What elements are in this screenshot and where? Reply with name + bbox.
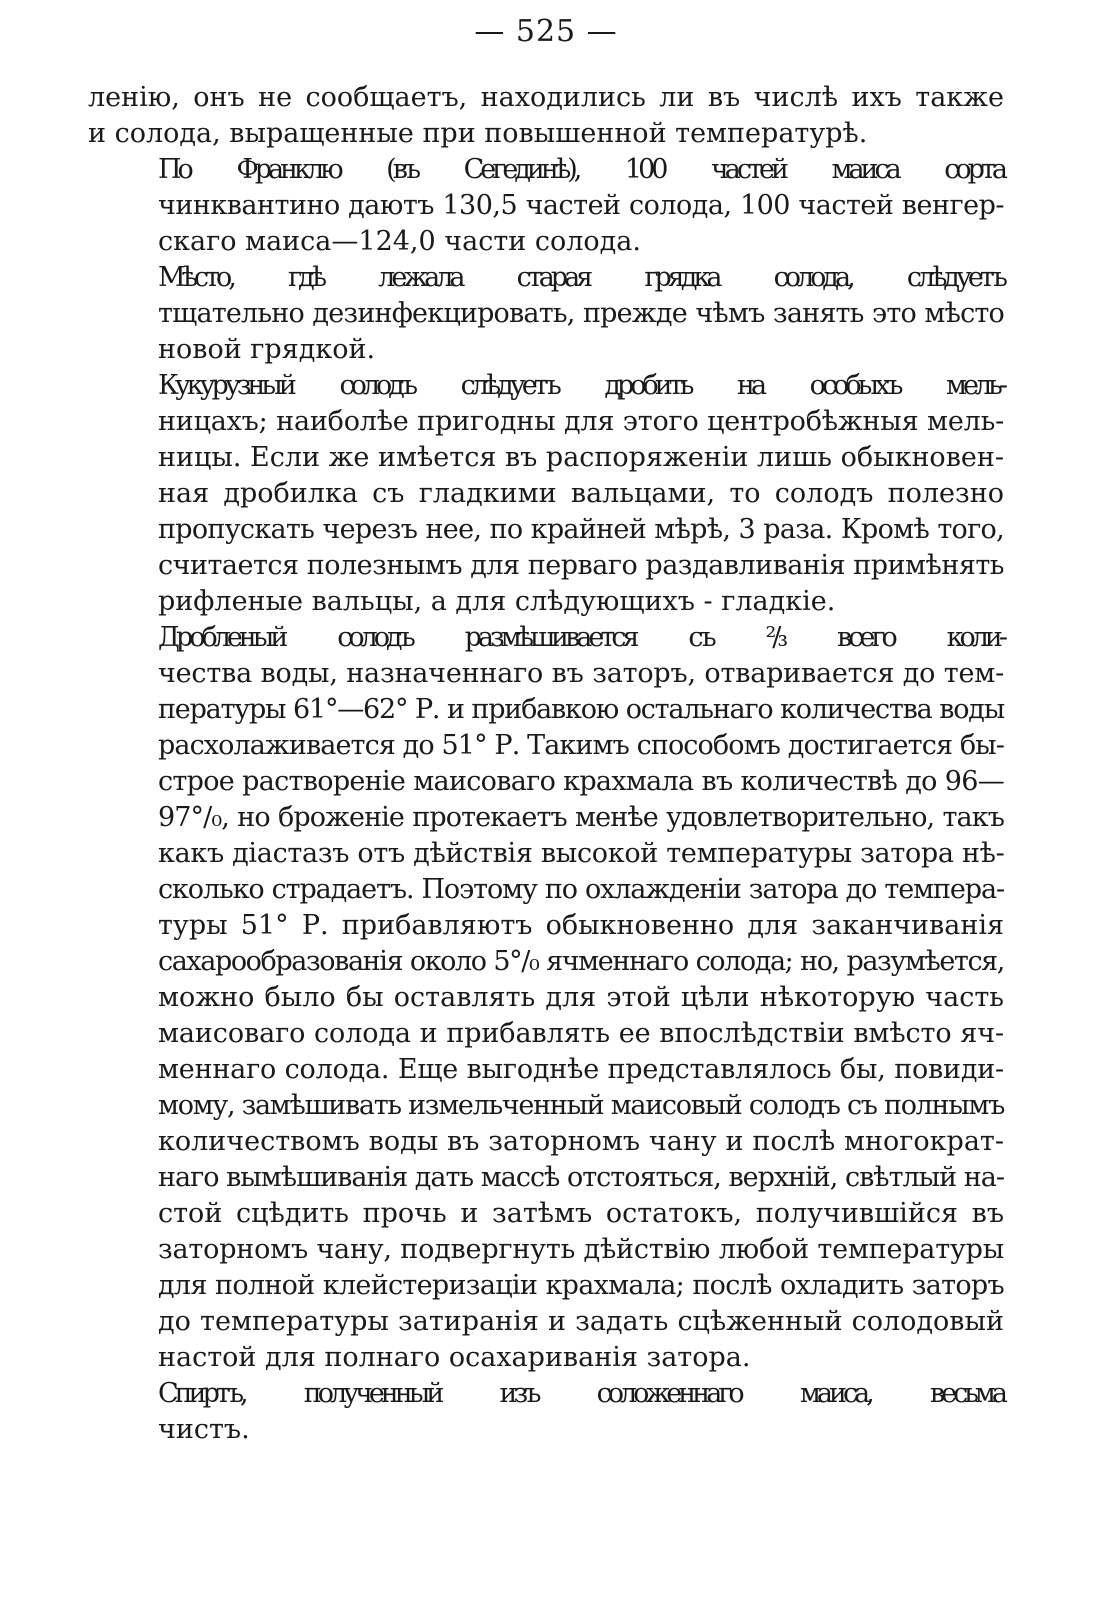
text-line: количествомъ воды въ заторномъ чану и послѣ многократ-: [158, 1126, 1004, 1157]
text-line: ницы. Если же имѣется въ распоряженіи лишь обыкновен-: [158, 442, 1004, 473]
text-line: стой сцѣдить прочь и затѣмъ остатокъ, получившійся въ: [158, 1198, 1004, 1229]
text-line: Дробленый солодъ размѣшивается съ ²/₃ всего коли-: [158, 622, 1004, 653]
text-line: туры 51° Р. прибавляютъ обыкновенно для заканчиванія: [158, 910, 1004, 941]
text-line: пропускать черезъ нее, по крайней мѣрѣ, 3 раза. Кромѣ того,: [158, 514, 1004, 545]
text-line: и солода, выращенные при повышенной температурѣ.: [88, 118, 868, 149]
text-line: Кукурузный солодъ слѣдуетъ дробить на особыхъ мель-: [158, 370, 1004, 401]
text-line: заторномъ чану, подвергнуть дѣйствію любой температуры: [158, 1234, 1004, 1265]
text-line: меннаго солода. Еще выгоднѣе представлялось бы, повиди-: [158, 1054, 1004, 1085]
paragraph: [88, 80, 1004, 152]
text-line: расхолаживается до 51° Р. Такимъ способомъ достигается бы-: [158, 730, 1004, 761]
text-line: ленію, онъ не сообщаетъ, находились ли въ числѣ ихъ также: [88, 82, 1004, 113]
text-line: настой для полнаго осахариванія затора.: [158, 1342, 751, 1373]
paragraph: [88, 620, 1004, 1376]
text-line: ницахъ; наиболѣе пригодны для этого центробѣжныя мель-: [158, 406, 1004, 437]
text-line: 97°/₀, но броженіе протекаетъ менѣе удовлетворительно, такъ: [158, 802, 1004, 833]
text-line: новой грядкой.: [158, 334, 376, 365]
paragraph: [88, 152, 1004, 260]
body-text: [88, 80, 1004, 1448]
text-line: чистъ.: [158, 1414, 250, 1445]
text-line: По Франклю (въ Сегединѣ), 100 частей маиса сорта: [158, 154, 1004, 185]
text-line: мому, замѣшивать измельченный маисовый солодъ съ полнымъ: [158, 1090, 1004, 1121]
text-line: строе раствореніе маисоваго крахмала въ количествѣ до 96—: [158, 766, 1004, 797]
book-page: [88, 10, 1004, 1596]
text-line: какъ діастазъ отъ дѣйствія высокой температуры затора нѣ-: [158, 838, 1005, 869]
text-line: ная дробилка съ гладкими вальцами, то солодъ полезно: [158, 478, 1004, 509]
text-line: наго вымѣшиванія дать массѣ отстояться, верхній, свѣтлый на-: [158, 1162, 1004, 1193]
text-line: можно было бы оставлять для этой цѣли нѣкоторую часть: [158, 982, 1004, 1013]
paragraph: [88, 260, 1004, 368]
text-line: чинквантино даютъ 130,5 частей солода, 100 частей венгер-: [158, 190, 1004, 221]
text-line: чества воды, назначеннаго въ заторъ, отваривается до тем-: [158, 658, 1004, 689]
text-line: считается полезнымъ для перваго раздавливанія примѣнять: [158, 550, 1004, 581]
text-line: рифленые вальцы, а для слѣдующихъ - гладкіе.: [158, 586, 836, 617]
paragraph: [88, 368, 1004, 620]
text-line: сколько страдаетъ. Поэтому по охлажденіи затора до темпера-: [158, 874, 1004, 905]
text-line: Мѣсто, гдѣ лежала старая грядка солода, слѣдуетъ: [158, 262, 1004, 293]
text-line: тщательно дезинфекцировать, прежде чѣмъ занять это мѣсто: [158, 298, 1004, 329]
text-line: для полной клейстеризаціи крахмала; послѣ охладить заторъ: [158, 1270, 1004, 1301]
text-line: сахарообразованія около 5°/₀ ячменнаго солода; но, разумѣется,: [158, 946, 1004, 977]
page-number: — 525 —: [474, 14, 618, 49]
text-line: до температуры затиранія и задать сцѣженный солодовый: [158, 1306, 1004, 1337]
paragraph: [88, 1376, 1004, 1448]
text-line: маисоваго солода и прибавлять ее впослѣдствіи вмѣсто яч-: [158, 1018, 1004, 1049]
text-line: скаго маиса—124,0 части солода.: [158, 226, 641, 257]
text-line: пературы 61°—62° Р. и прибавкою остальнаго количества воды: [158, 694, 1004, 725]
text-line: Спиртъ, полученный изъ соложеннаго маиса, весьма: [158, 1378, 1004, 1409]
